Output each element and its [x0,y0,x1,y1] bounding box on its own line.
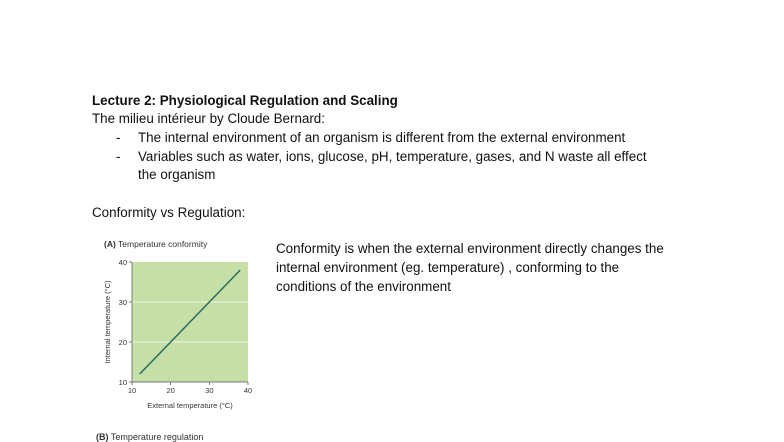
y-tick-label: 40 [118,258,127,267]
bullet-text: Variables such as water, ions, glucose, pH, temperature, gases, and N waste all effect [138,149,647,164]
figure-a-label: (A) [104,239,116,249]
x-tick-label: 40 [243,386,253,395]
y-tick-label: 20 [118,338,127,347]
figure-b-title: Temperature regulation [110,432,204,442]
y-tick-label: 30 [118,298,127,307]
figure-b-label: (B) [96,432,109,442]
section-heading: Conformity vs Regulation: [92,205,246,220]
paragraph-line: conditions of the environment [276,279,451,294]
bullet-text: The internal environment of an organism is different from the external environment [138,130,626,145]
x-axis-label: External temperature (°C) [147,401,233,410]
bullet-text-continued: the organism [138,167,216,182]
paragraph-line: Conformity is when the external environment directly changes the [276,241,664,256]
y-axis-label: Internal temperature (°C) [103,280,112,364]
x-tick-label: 30 [205,386,214,395]
bullet-marker: - [116,149,121,164]
paragraph-line: internal environment (eg. temperature) , conforming to the [276,260,620,275]
x-tick-label: 10 [127,386,137,395]
y-tick-label: 10 [118,378,127,387]
lecture-heading: Lecture 2: Physiological Regulation and Scaling [92,93,398,108]
figure-temperature-conformity [98,236,268,441]
bullet-marker: - [116,130,121,145]
conformity-chart [98,252,268,432]
figure-a-title: Temperature conformity [118,239,208,249]
x-tick-label: 20 [166,386,175,395]
intro-line: The milieu intérieur by Cloude Bernard: [92,111,325,126]
